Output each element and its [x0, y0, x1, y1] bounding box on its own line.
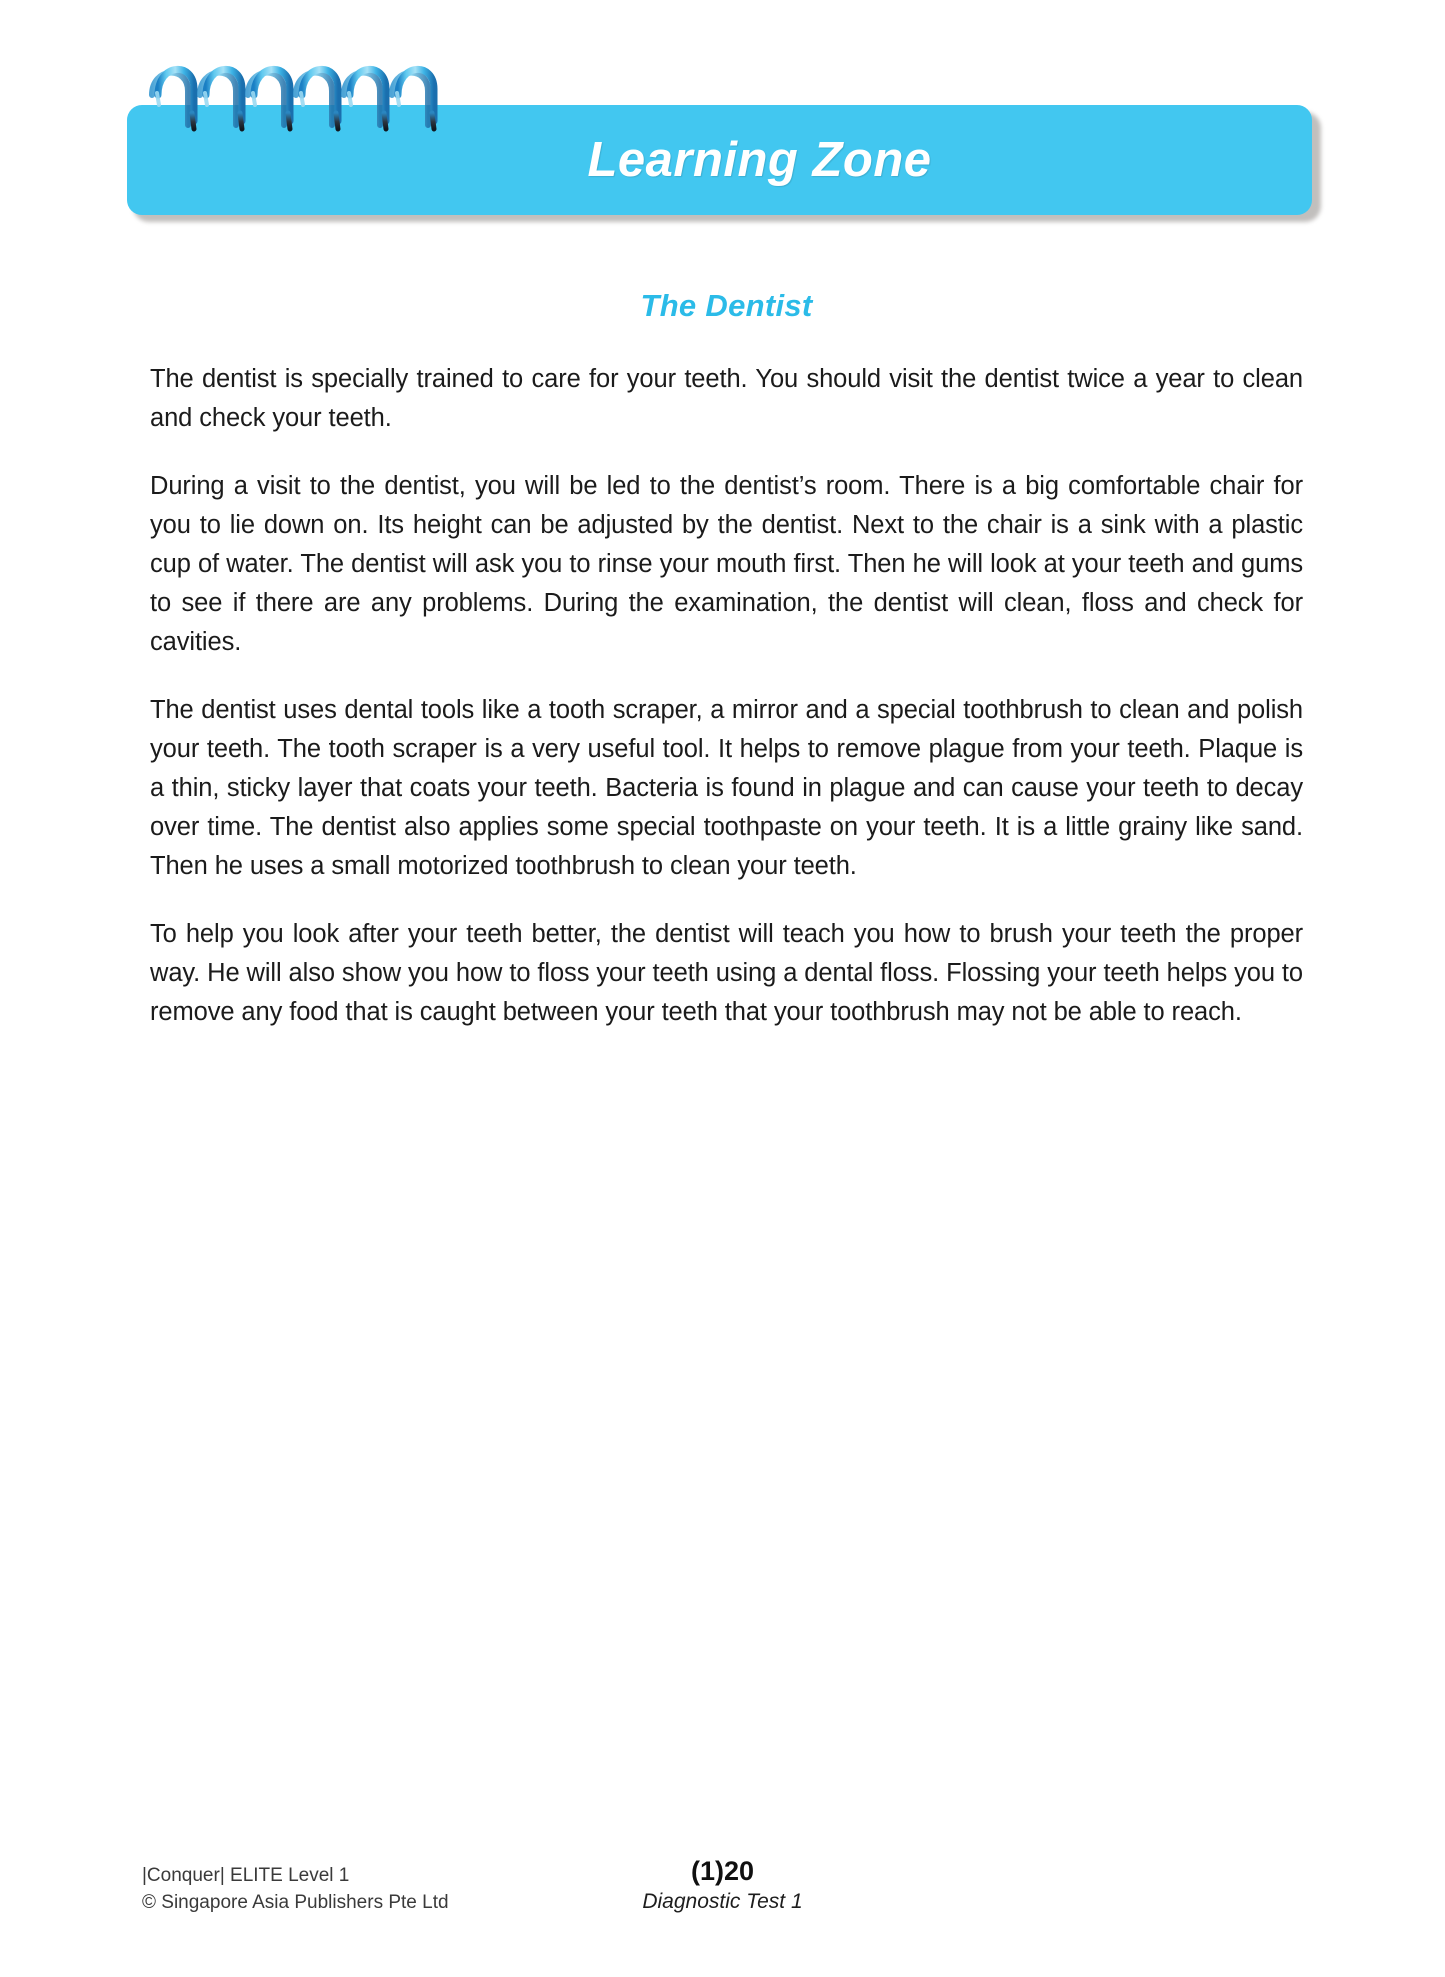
footer-subtitle: Diagnostic Test 1 — [642, 1890, 803, 1913]
page-footer — [0, 1827, 1445, 1977]
page-header — [0, 0, 1445, 250]
footer-page-block — [0, 1855, 1445, 1916]
banner-title: Learning Zone — [587, 133, 932, 187]
footer-copyright-label: © Singapore Asia Publishers Pte Ltd — [142, 1892, 449, 1913]
article-paragraph: The dentist is specially trained to care for your teeth. You should visit the dentist twice a year to clean and check your teeth. — [150, 365, 1303, 432]
article-title: The Dentist — [640, 288, 813, 323]
learning-zone-banner — [127, 105, 1312, 215]
article-paragraph: During a visit to the dentist, you will be led to the dentist’s room. There is a big comfortable chair for you to lie down on. Its height can be adjusted by the dentist. Next to the chair is a sink with a plastic cup of water. The dentist will ask you to rinse your mouth first. Then he will look at your teeth and gums to see if there are any problems. During the examination, the dentist will clean, floss and check for cavities. — [150, 472, 1303, 656]
article-body — [150, 288, 1303, 1032]
footer-series-label: |Conquer| ELITE Level 1 — [142, 1865, 350, 1886]
article-paragraph: The dentist uses dental tools like a tooth scraper, a mirror and a special toothbrush to clean and polish your teeth. The tooth scraper is a very useful tool. It helps to remove plague from your teeth. Plaque is a thin, sticky layer that coats your teeth. Bacteria is found in plague and can cause your teeth to decay over time. The dentist also applies some special toothpaste on your teeth. It is a little grainy like sand. Then he uses a small motorized toothbrush to clean your teeth. — [150, 696, 1303, 880]
article-paragraph: To help you look after your teeth better, the dentist will teach you how to brush your teeth the proper way. He will also show you how to floss your teeth using a dental floss. Flossing your teeth helps you to remove any food that is caught between your teeth that your toothbrush may not be able to reach. — [150, 920, 1303, 1026]
page-number: (1)20 — [690, 1856, 755, 1886]
